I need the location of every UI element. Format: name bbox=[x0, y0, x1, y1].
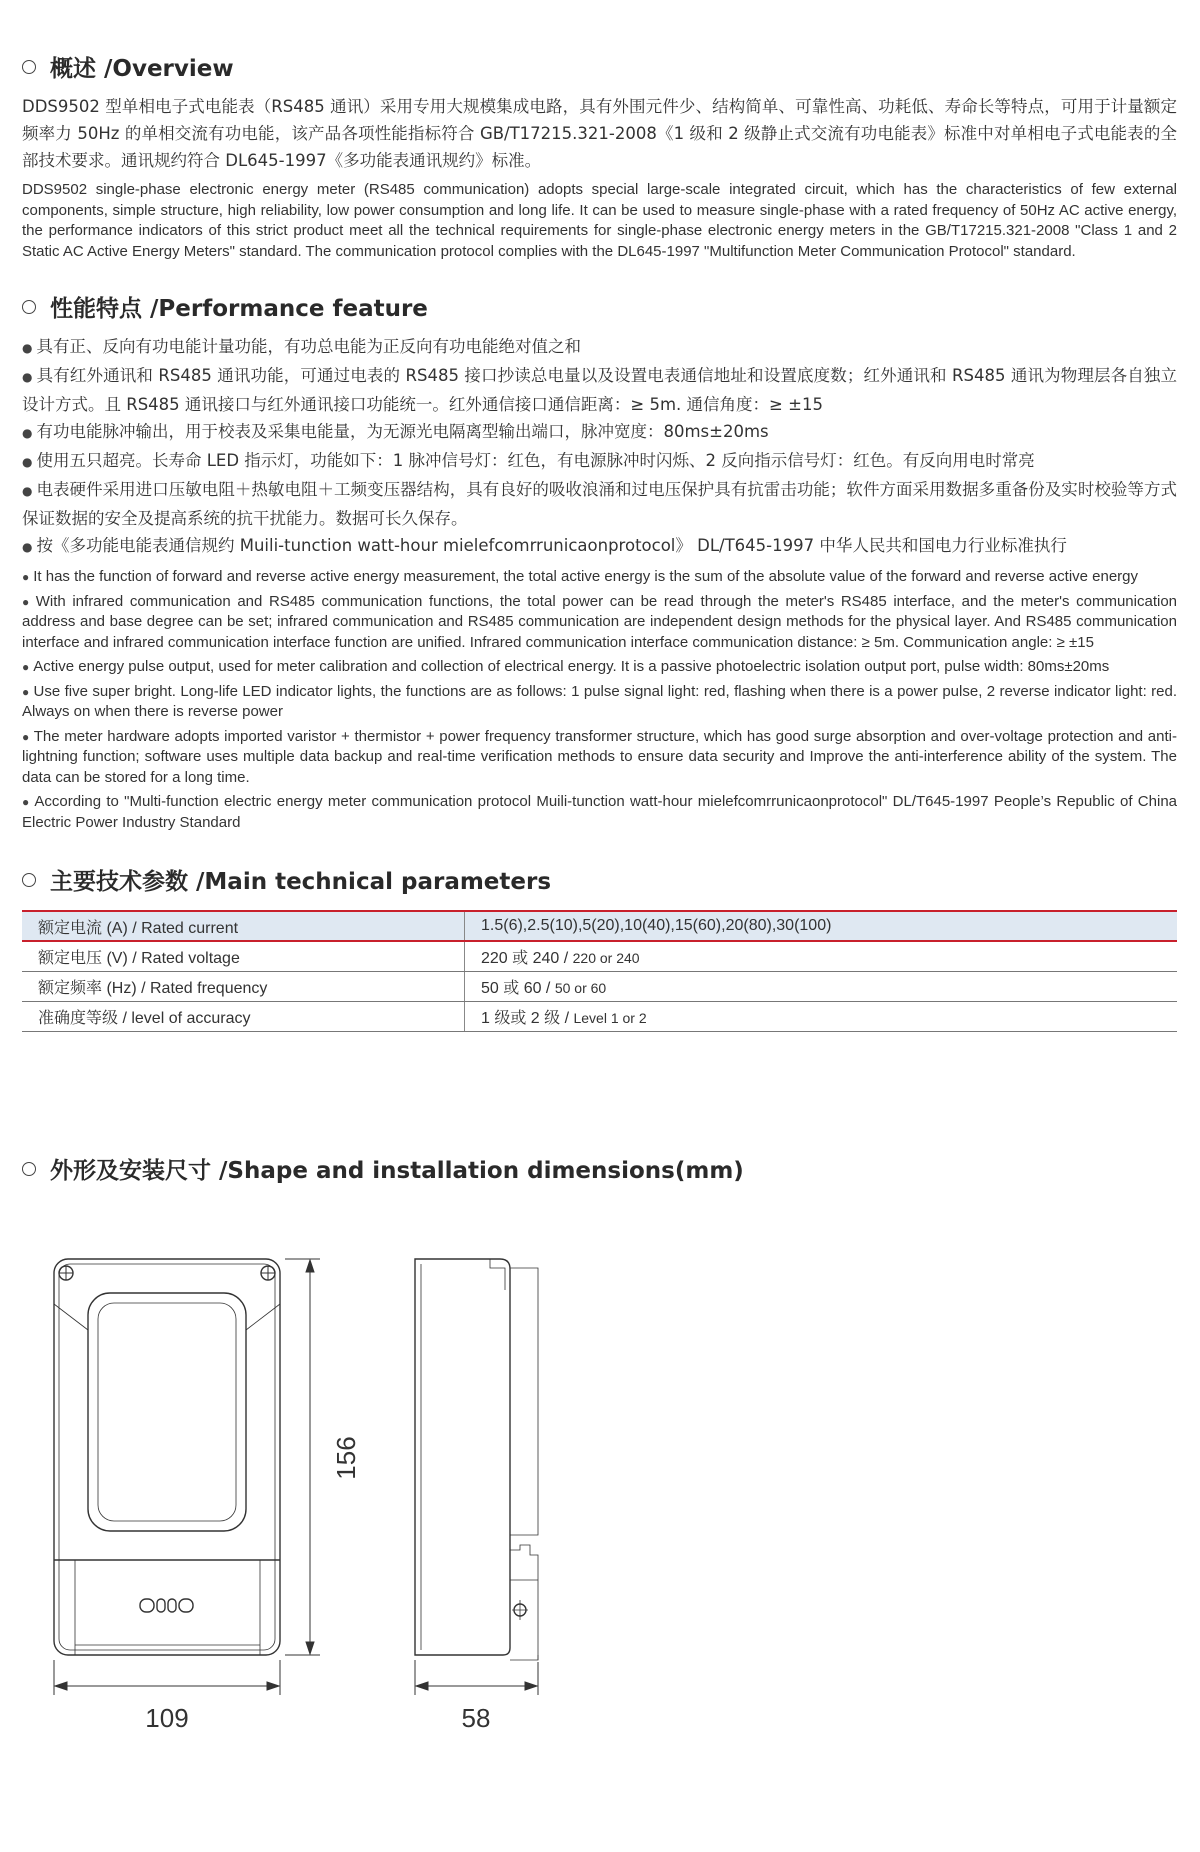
feature-en-text: According to "Multi-function electric energy meter communication protocol Muili-tunction watt-hour mielefcomrrunicaonprotocol" DL/T645-1997 People’s Republic of China Electric Power Industry Standard bbox=[22, 793, 1177, 831]
feature-cn-text: 按《多功能电能表通信规约 Muili-tunction watt-hour mielefcomrrunicaonprotocol》 DL/T645-1997 中华人民共和国电力行业标准执行 bbox=[36, 536, 1067, 555]
feature-cn-text: 电表硬件采用进口压敏电阻＋热敏电阻＋工频变压器结构，具有良好的吸收浪涌和过电压保护具有抗雷击功能；软件方面采用数据多重备份及实时校验等方式保证数据的安全及提高系统的抗干扰能力。数据可长久保存。 bbox=[22, 480, 1177, 528]
feature-en-text: Use five super bright. Long-life LED indicator lights, the functions are as follows: 1 pulse signal light: red, flashing when there is a power pulse, 2 reverse indicator light: red. Always on when there is reverse power bbox=[22, 682, 1178, 720]
bullet-icon: ● bbox=[22, 370, 33, 384]
bullet-icon: ● bbox=[22, 660, 30, 674]
meter-side-view bbox=[415, 1259, 538, 1660]
feature-cn-text: 使用五只超亮。长寿命 LED 指示灯，功能如下：1 脉冲信号灯：红色，有电源脉冲时闪烁、2 反向指示信号灯：红色。有反向用电时常亮 bbox=[36, 451, 1035, 470]
param-value-en: 220 or 240 bbox=[572, 949, 640, 966]
shape-title: 外形及安装尺寸 /Shape and installation dimensions(mm) bbox=[50, 1158, 744, 1184]
param-label: 额定频率 (Hz) / Rated frequency bbox=[22, 971, 465, 1001]
bullet-icon: ● bbox=[22, 484, 33, 498]
bullet-icon: ● bbox=[22, 570, 30, 584]
feature-en-text: With infrared communication and RS485 communication functions, the total power can be read through the meter's RS485 interface, and the meter's communication address and base degree can be set; infrared communication and RS485 communication are independent design methods for the physical layer. And RS485 communication interface and infrared communication interface function are unified. Infrared communication interface communication distance: ≥ 5m. Communication angle: ≥ ±15 bbox=[22, 592, 1177, 651]
height-dimension-label: 156 bbox=[331, 1436, 361, 1480]
performance-title: 性能特点 /Performance feature bbox=[50, 296, 428, 322]
bullet-icon: ● bbox=[22, 341, 33, 355]
feature-cn-text: 具有正、反向有功电能计量功能，有功总电能为正反向有功电能绝对值之和 bbox=[36, 337, 581, 356]
width-dimension-line bbox=[54, 1660, 280, 1695]
params-title: 主要技术参数 /Main technical parameters bbox=[50, 869, 552, 895]
feature-en-text: It has the function of forward and reverse active energy measurement, the total active energy is the sum of the absolute value of the forward and reverse active energy bbox=[33, 568, 1139, 585]
overview-en-text: DDS9502 single-phase electronic energy meter (RS485 communication) adopts special large-scale integrated circuit, which has the characteristics of few external components, simple structure, high reliability, low power consumption and long life. It can be used to measure single-phase with a rated frequency of 50Hz AC active energy, the performance indicators of this strict product meet all the technical requirements for single-phase electronic energy meters in the GB/T17215.321-2008 "Class 1 and 2 Static AC Active Energy Meters" standard. The communication protocol complies with the DL645-1997 "Multifunction Meter Communication Protocol" standard. bbox=[22, 181, 1177, 260]
meter-front-view bbox=[54, 1259, 280, 1655]
param-value-text: 50 或 60 / bbox=[481, 979, 555, 997]
param-label: 准确度等级 / level of accuracy bbox=[22, 1001, 465, 1031]
feature-cn-text: 具有红外通讯和 RS485 通讯功能，可通过电表的 RS485 接口抄读总电量以及设置电表通信地址和设置底度数；红外通讯和 RS485 通讯为物理层各自独立设计方式。且 RS485 通讯接口与红外通讯接口功能统一。红外通信接口通信距离：≥ 5m. 通信角度：≥ ±15 bbox=[22, 366, 1177, 414]
bullet-icon: ● bbox=[22, 594, 32, 609]
bullet-icon: ● bbox=[22, 426, 33, 440]
feature-cn-text: 有功电能脉冲输出，用于校表及采集电能量，为无源光电隔离型输出端口，脉冲宽度：80ms±20ms bbox=[36, 422, 769, 441]
param-value-text: 1 级或 2 级 / bbox=[481, 1009, 574, 1027]
bullet-icon: ● bbox=[22, 684, 30, 699]
bullet-icon: ● bbox=[22, 729, 30, 744]
param-value-text: 1.5(6),2.5(10),5(20),10(40),15(60),20(80),30(100) bbox=[481, 917, 832, 934]
width-dimension-label: 109 bbox=[145, 1703, 189, 1733]
depth-dimension-line bbox=[415, 1660, 538, 1695]
feature-en-text: The meter hardware adopts imported varistor + thermistor + power frequency transformer structure, which has good surge absorption and over-voltage protection and anti-lightning function; software uses multiple data backup and real-time verification methods to ensure data security and Improve the anti-interference ability of the system. The data can be stored for a long time. bbox=[22, 727, 1177, 786]
bullet-icon: ● bbox=[22, 795, 31, 809]
depth-dimension-label: 58 bbox=[461, 1703, 491, 1733]
param-value-en: Level 1 or 2 bbox=[573, 1009, 647, 1026]
param-label: 额定电流 (A) / Rated current bbox=[22, 911, 465, 941]
bullet-icon: ● bbox=[22, 540, 33, 554]
param-value-en: 50 or 60 bbox=[554, 979, 607, 996]
overview-cn-text: DDS9502 型单相电子式电能表（RS485 通讯）采用专用大规模集成电路，具有外围元件少、结构简单、可靠性高、功耗低、寿命长等特点，可用于计量额定频率力 50Hz 的单相交流有功电能，该产品各项性能指标符合 GB/T17215.321-2008《1 级和 2 级静止式交流有功电能表》标准中对单相电子式电能表的全部技术要求。通讯规约符合 DL645-1997《多功能表通讯规约》标准。 bbox=[22, 97, 1177, 170]
overview-title: 概述 /Overview bbox=[50, 56, 234, 82]
height-dimension-line bbox=[285, 1259, 320, 1655]
led-window-icon bbox=[140, 1599, 193, 1612]
bullet-icon: ● bbox=[22, 455, 33, 469]
param-label: 额定电压 (V) / Rated voltage bbox=[22, 941, 465, 971]
feature-en-text: Active energy pulse output, used for meter calibration and collection of electrical energy. It is a passive photoelectric isolation output port, pulse width: 80ms±20ms bbox=[33, 658, 1110, 675]
param-value-text: 220 或 240 / bbox=[481, 949, 573, 967]
